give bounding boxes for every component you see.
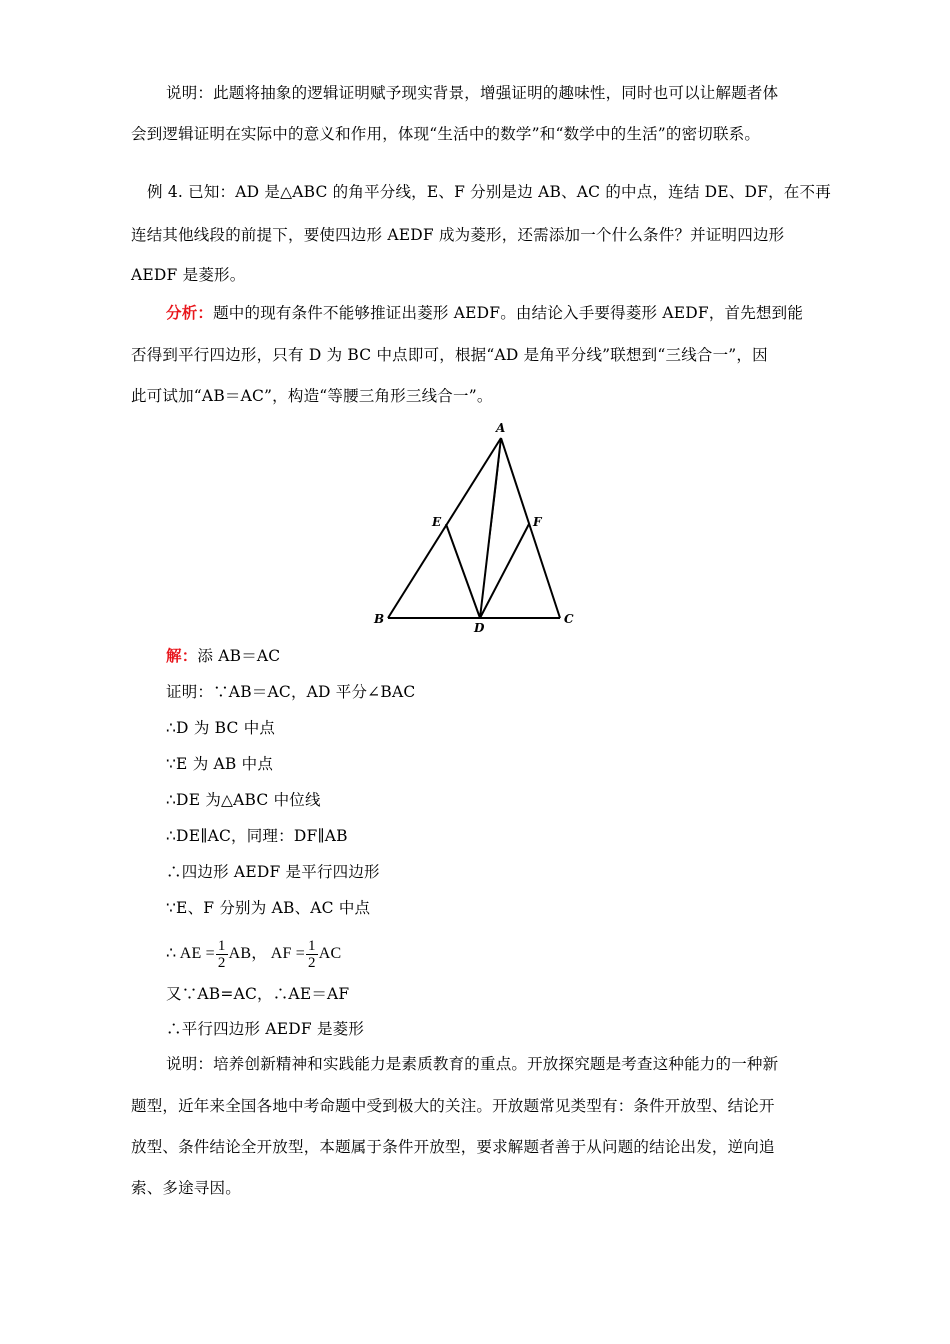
analysis-label: 分析： bbox=[166, 303, 214, 322]
label-d: D bbox=[474, 621, 485, 634]
solution-step-3: ∵E 为 AB 中点 bbox=[166, 755, 274, 773]
therefore-symbol: ∴ bbox=[166, 945, 177, 962]
analysis-text1: 题中的现有条件不能够推证出菱形 AEDF。由结论入手要得菱形 AEDF，首先想到能 bbox=[213, 304, 804, 322]
segment-de bbox=[446, 524, 480, 618]
label-b: B bbox=[374, 612, 385, 626]
solution-step-7: ∵E、F 分别为 AB、AC 中点 bbox=[166, 899, 371, 917]
fraction-half-2 bbox=[306, 938, 318, 971]
label-c: C bbox=[564, 612, 574, 626]
math-af: AF = bbox=[270, 945, 306, 962]
fraction-2-numerator: 1 bbox=[308, 937, 316, 954]
label-e: E bbox=[432, 515, 442, 529]
math-ae: AE = bbox=[179, 945, 215, 962]
fraction-2-denominator: 2 bbox=[308, 954, 316, 971]
note2-line4: 索、多途寻因。 bbox=[131, 1179, 241, 1197]
solution-step-9: ∴平行四边形 AEDF 是菱形 bbox=[166, 1020, 365, 1038]
analysis-line3: 此可试加“AB＝AC”，构造“等腰三角形三线合一”。 bbox=[131, 387, 493, 405]
solution-step-8: 又∵AB=AC，∴AE＝AF bbox=[166, 985, 350, 1003]
math-ac: AC bbox=[318, 945, 342, 962]
label-a: A bbox=[496, 421, 506, 435]
fraction-1-numerator: 1 bbox=[217, 937, 226, 954]
fraction-1-denominator: 2 bbox=[217, 954, 226, 971]
solution-label: 解： bbox=[166, 646, 198, 665]
example4-line2: 连结其他线段的前提下，要使四边形 AEDF 成为菱形，还需添加一个什么条件？并证明四边形 bbox=[131, 226, 785, 244]
solution-step-2: ∴D 为 BC 中点 bbox=[166, 719, 276, 737]
analysis-line2: 否得到平行四边形，只有 D 为 BC 中点即可，根据“AD 是角平分线”联想到“三线合一”，因 bbox=[131, 346, 768, 364]
note1-line2: 会到逻辑证明在实际中的意义和作用，体现“生活中的数学”和“数学中的生活”的密切联系。 bbox=[131, 125, 761, 143]
example4-line3: AEDF 是菱形。 bbox=[131, 266, 246, 284]
note1-line1: 说明：此题将抽象的逻辑证明赋予现实背景，增强证明的趣味性，同时也可以让解题者体 bbox=[166, 84, 779, 102]
segment-df bbox=[480, 524, 529, 618]
solution-step-1: 证明：∵AB＝AC，AD 平分∠BAC bbox=[166, 683, 416, 701]
solution-line bbox=[166, 646, 280, 666]
note2-line1: 说明：培养创新精神和实践能力是素质教育的重点。开放探究题是考查这种能力的一种新 bbox=[166, 1055, 779, 1073]
note2-line3: 放型、条件结论全开放型，本题属于条件开放型，要求解题者善于从问题的结论出发，逆向追 bbox=[131, 1138, 775, 1156]
note2-line2: 题型，近年来全国各地中考命题中受到极大的关注。开放题常见类型有：条件开放型、结论开 bbox=[131, 1097, 775, 1115]
example4-line1: 例 4. 已知：AD 是△ABC 的角平分线，E、F 分别是边 AB、AC 的中点，连结 DE、DF，在不再 bbox=[147, 183, 831, 201]
fraction-half-1 bbox=[216, 938, 228, 971]
label-f: F bbox=[533, 515, 542, 529]
math-ab: AB， bbox=[228, 945, 268, 962]
solution-step-6: ∴四边形 AEDF 是平行四边形 bbox=[166, 863, 380, 881]
solution-add: 添 AB＝AC bbox=[197, 647, 281, 665]
solution-step-5: ∴DE∥AC，同理：DF∥AB bbox=[166, 827, 348, 845]
analysis-line1 bbox=[166, 303, 803, 323]
geometry-figure bbox=[370, 418, 580, 634]
solution-step-4: ∴DE 为△ABC 中位线 bbox=[166, 791, 321, 809]
segment-ac bbox=[501, 438, 560, 618]
fraction-equation bbox=[166, 934, 341, 974]
